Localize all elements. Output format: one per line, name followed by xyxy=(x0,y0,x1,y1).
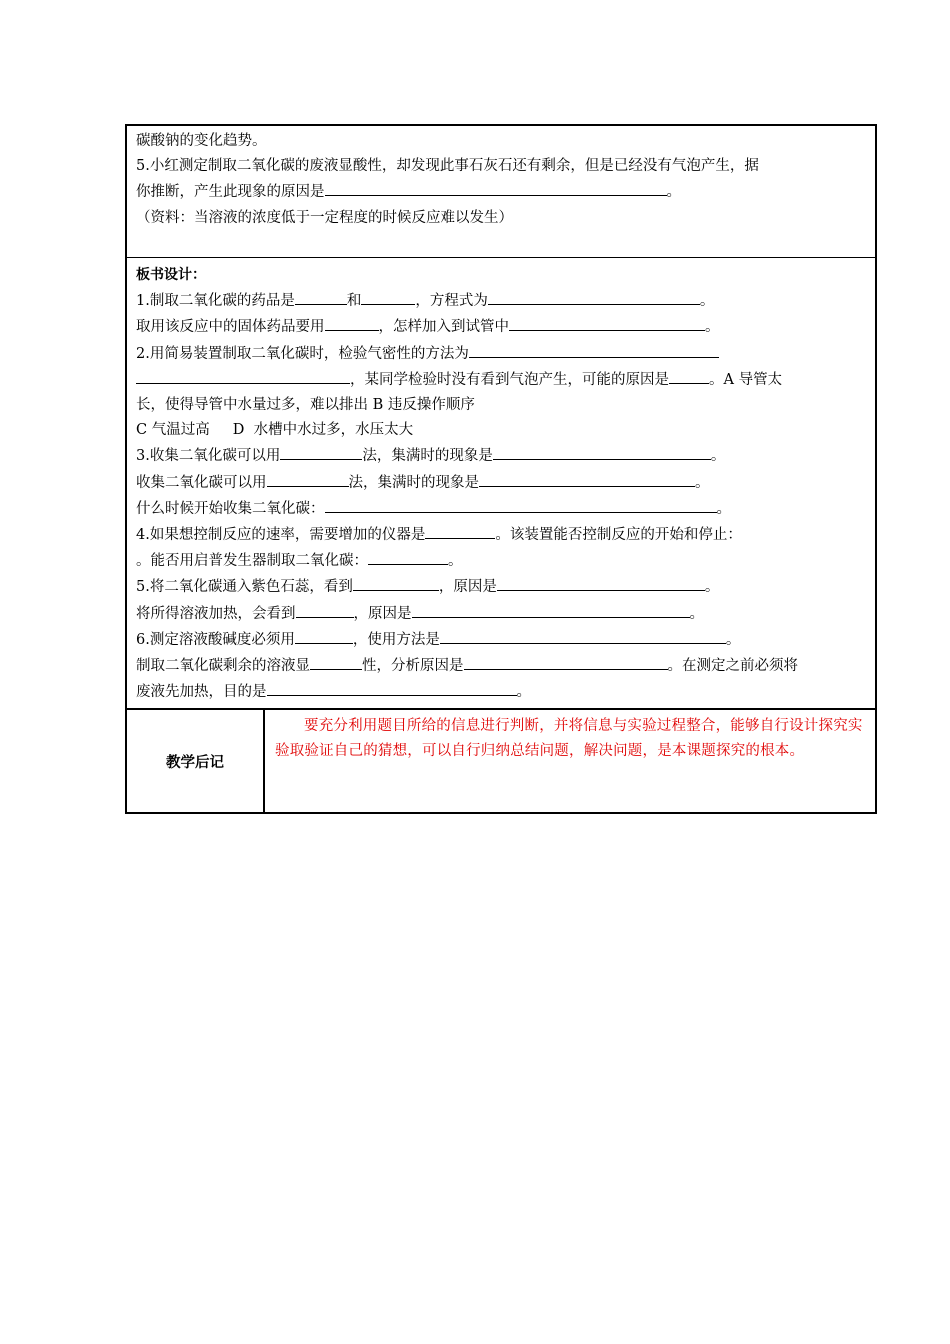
question-6-line-1 xyxy=(136,627,867,653)
answer-blank[interactable] xyxy=(469,341,719,358)
text: 3.收集二氧化碳可以用 xyxy=(136,448,281,465)
answer-blank[interactable] xyxy=(295,627,353,644)
text: ，原因是 xyxy=(353,605,412,622)
text: ，原因是 xyxy=(438,579,497,596)
text: 。A 导管太 xyxy=(709,371,783,388)
answer-blank[interactable] xyxy=(267,470,349,487)
text: 。 xyxy=(704,579,720,596)
answer-blank[interactable] xyxy=(479,470,695,487)
question-3-line-1 xyxy=(136,443,867,469)
question-6-line-2 xyxy=(136,653,867,679)
text: 碳酸钠的变化趋势。 xyxy=(136,133,267,149)
answer-blank[interactable] xyxy=(440,627,726,644)
worksheet-table xyxy=(125,124,877,814)
question-6-line-3 xyxy=(136,679,867,705)
answer-blank[interactable] xyxy=(509,314,705,331)
answer-blank[interactable] xyxy=(493,443,711,460)
question-2-line-1 xyxy=(136,341,867,367)
answer-blank[interactable] xyxy=(136,367,350,384)
answer-blank[interactable] xyxy=(353,574,439,591)
text: 。在测定之前必须将 xyxy=(667,658,798,675)
text: 收集二氧化碳可以用 xyxy=(136,474,267,491)
teaching-notes-label: 教学后记 xyxy=(127,710,265,812)
previous-questions-cell xyxy=(127,126,875,258)
text: 4.如果想控制反应的速率，需要增加的仪器是 xyxy=(136,527,426,544)
text: 法，集满时的现象是 xyxy=(362,448,493,465)
text: 。 xyxy=(716,500,731,517)
question-4-line-1 xyxy=(136,522,867,548)
text: C 气温过高 D 水槽中水过多，水压太大 xyxy=(136,422,414,439)
answer-blank[interactable] xyxy=(497,574,705,591)
question-2-line-3 xyxy=(136,393,867,418)
board-design-cell xyxy=(127,258,875,710)
question-2-line-4 xyxy=(136,418,867,443)
text: 你推断，产生此现象的原因是 xyxy=(136,184,325,201)
text: 。 xyxy=(666,184,681,201)
text-line xyxy=(136,129,867,154)
text: 。 xyxy=(689,605,704,622)
text: 2.用简易装置制取二氧化碳时，检验气密性的方法为 xyxy=(136,345,469,362)
text: （资料：当溶液的浓度低于一定程度的时候反应难以发生） xyxy=(136,209,513,226)
answer-blank[interactable] xyxy=(296,601,354,618)
answer-blank[interactable] xyxy=(368,548,448,565)
text: 5.将二氧化碳通入紫色石蕊，看到 xyxy=(136,579,353,596)
answer-blank[interactable] xyxy=(325,314,379,331)
text: 1.制取二氧化碳的药品是 xyxy=(136,293,295,310)
answer-blank[interactable] xyxy=(412,601,690,618)
question-5-line xyxy=(136,154,867,179)
reference-note xyxy=(136,206,867,231)
answer-blank[interactable] xyxy=(464,653,668,670)
text: 。 xyxy=(699,293,715,310)
text: 。能否用启普发生器制取二氧化碳： xyxy=(136,553,368,570)
text: 性，分析原因是 xyxy=(362,658,464,675)
text: 。 xyxy=(695,474,710,491)
answer-blank[interactable] xyxy=(295,288,347,305)
text: 废液先加热，目的是 xyxy=(136,684,267,701)
text: 制取二氧化碳剩余的溶液显 xyxy=(136,658,310,675)
text: 。该装置能否控制反应的开始和停止： xyxy=(495,527,742,544)
question-3-line-2 xyxy=(136,470,867,496)
answer-blank[interactable] xyxy=(669,367,709,384)
text: 法，集满时的现象是 xyxy=(348,474,479,491)
answer-blank[interactable] xyxy=(325,179,667,196)
question-4-line-2 xyxy=(136,548,867,574)
answer-blank[interactable] xyxy=(488,288,700,305)
text: 。 xyxy=(448,553,463,570)
answer-blank[interactable] xyxy=(280,443,362,460)
question-3-line-3 xyxy=(136,496,867,522)
teaching-notes-row xyxy=(127,710,875,812)
question-5-line-1 xyxy=(136,574,867,600)
text: 和 xyxy=(346,293,362,310)
text: 。 xyxy=(516,684,531,701)
text: 。 xyxy=(705,319,720,336)
question-1-line-1 xyxy=(136,288,867,314)
text: 。 xyxy=(710,448,726,465)
text: 。 xyxy=(725,631,741,648)
text: 6.测定溶液酸碱度必须用 xyxy=(136,631,295,648)
text: 将所得溶液加热，会看到 xyxy=(136,605,296,622)
text: 5.小红测定制取二氧化碳的废液显酸性，却发现此事石灰石还有剩余，但是已经没有气泡产生，据 xyxy=(136,158,759,175)
text: ，使用方法是 xyxy=(352,631,440,648)
text: ，方程式为 xyxy=(415,293,488,310)
answer-blank[interactable] xyxy=(361,288,415,305)
answer-blank[interactable] xyxy=(310,653,362,670)
question-1-line-2 xyxy=(136,314,867,340)
text: 取用该反应中的固体药品要用 xyxy=(136,319,325,336)
teaching-notes-text: 要充分利用题目所给的信息进行判断，并将信息与实验过程整合，能够自行设计探究实验取验证自己的猜想，可以自行归纳总结问题，解决问题，是本课题探究的根本。 xyxy=(275,718,863,760)
text: ，某同学检验时没有看到气泡产生，可能的原因是 xyxy=(350,371,669,388)
answer-blank[interactable] xyxy=(325,496,717,513)
answer-blank[interactable] xyxy=(267,679,517,696)
board-design-heading: 板书设计： xyxy=(136,267,206,283)
question-5-answer-line xyxy=(136,179,867,205)
text: ，怎样加入到试管中 xyxy=(378,319,509,336)
question-2-line-2 xyxy=(136,367,867,393)
text: 长，使得导管中水量过多，难以排出 B 违反操作顺序 xyxy=(136,397,475,414)
text: 什么时候开始收集二氧化碳： xyxy=(136,500,325,517)
answer-blank[interactable] xyxy=(425,522,495,539)
question-5-line-2 xyxy=(136,601,867,627)
